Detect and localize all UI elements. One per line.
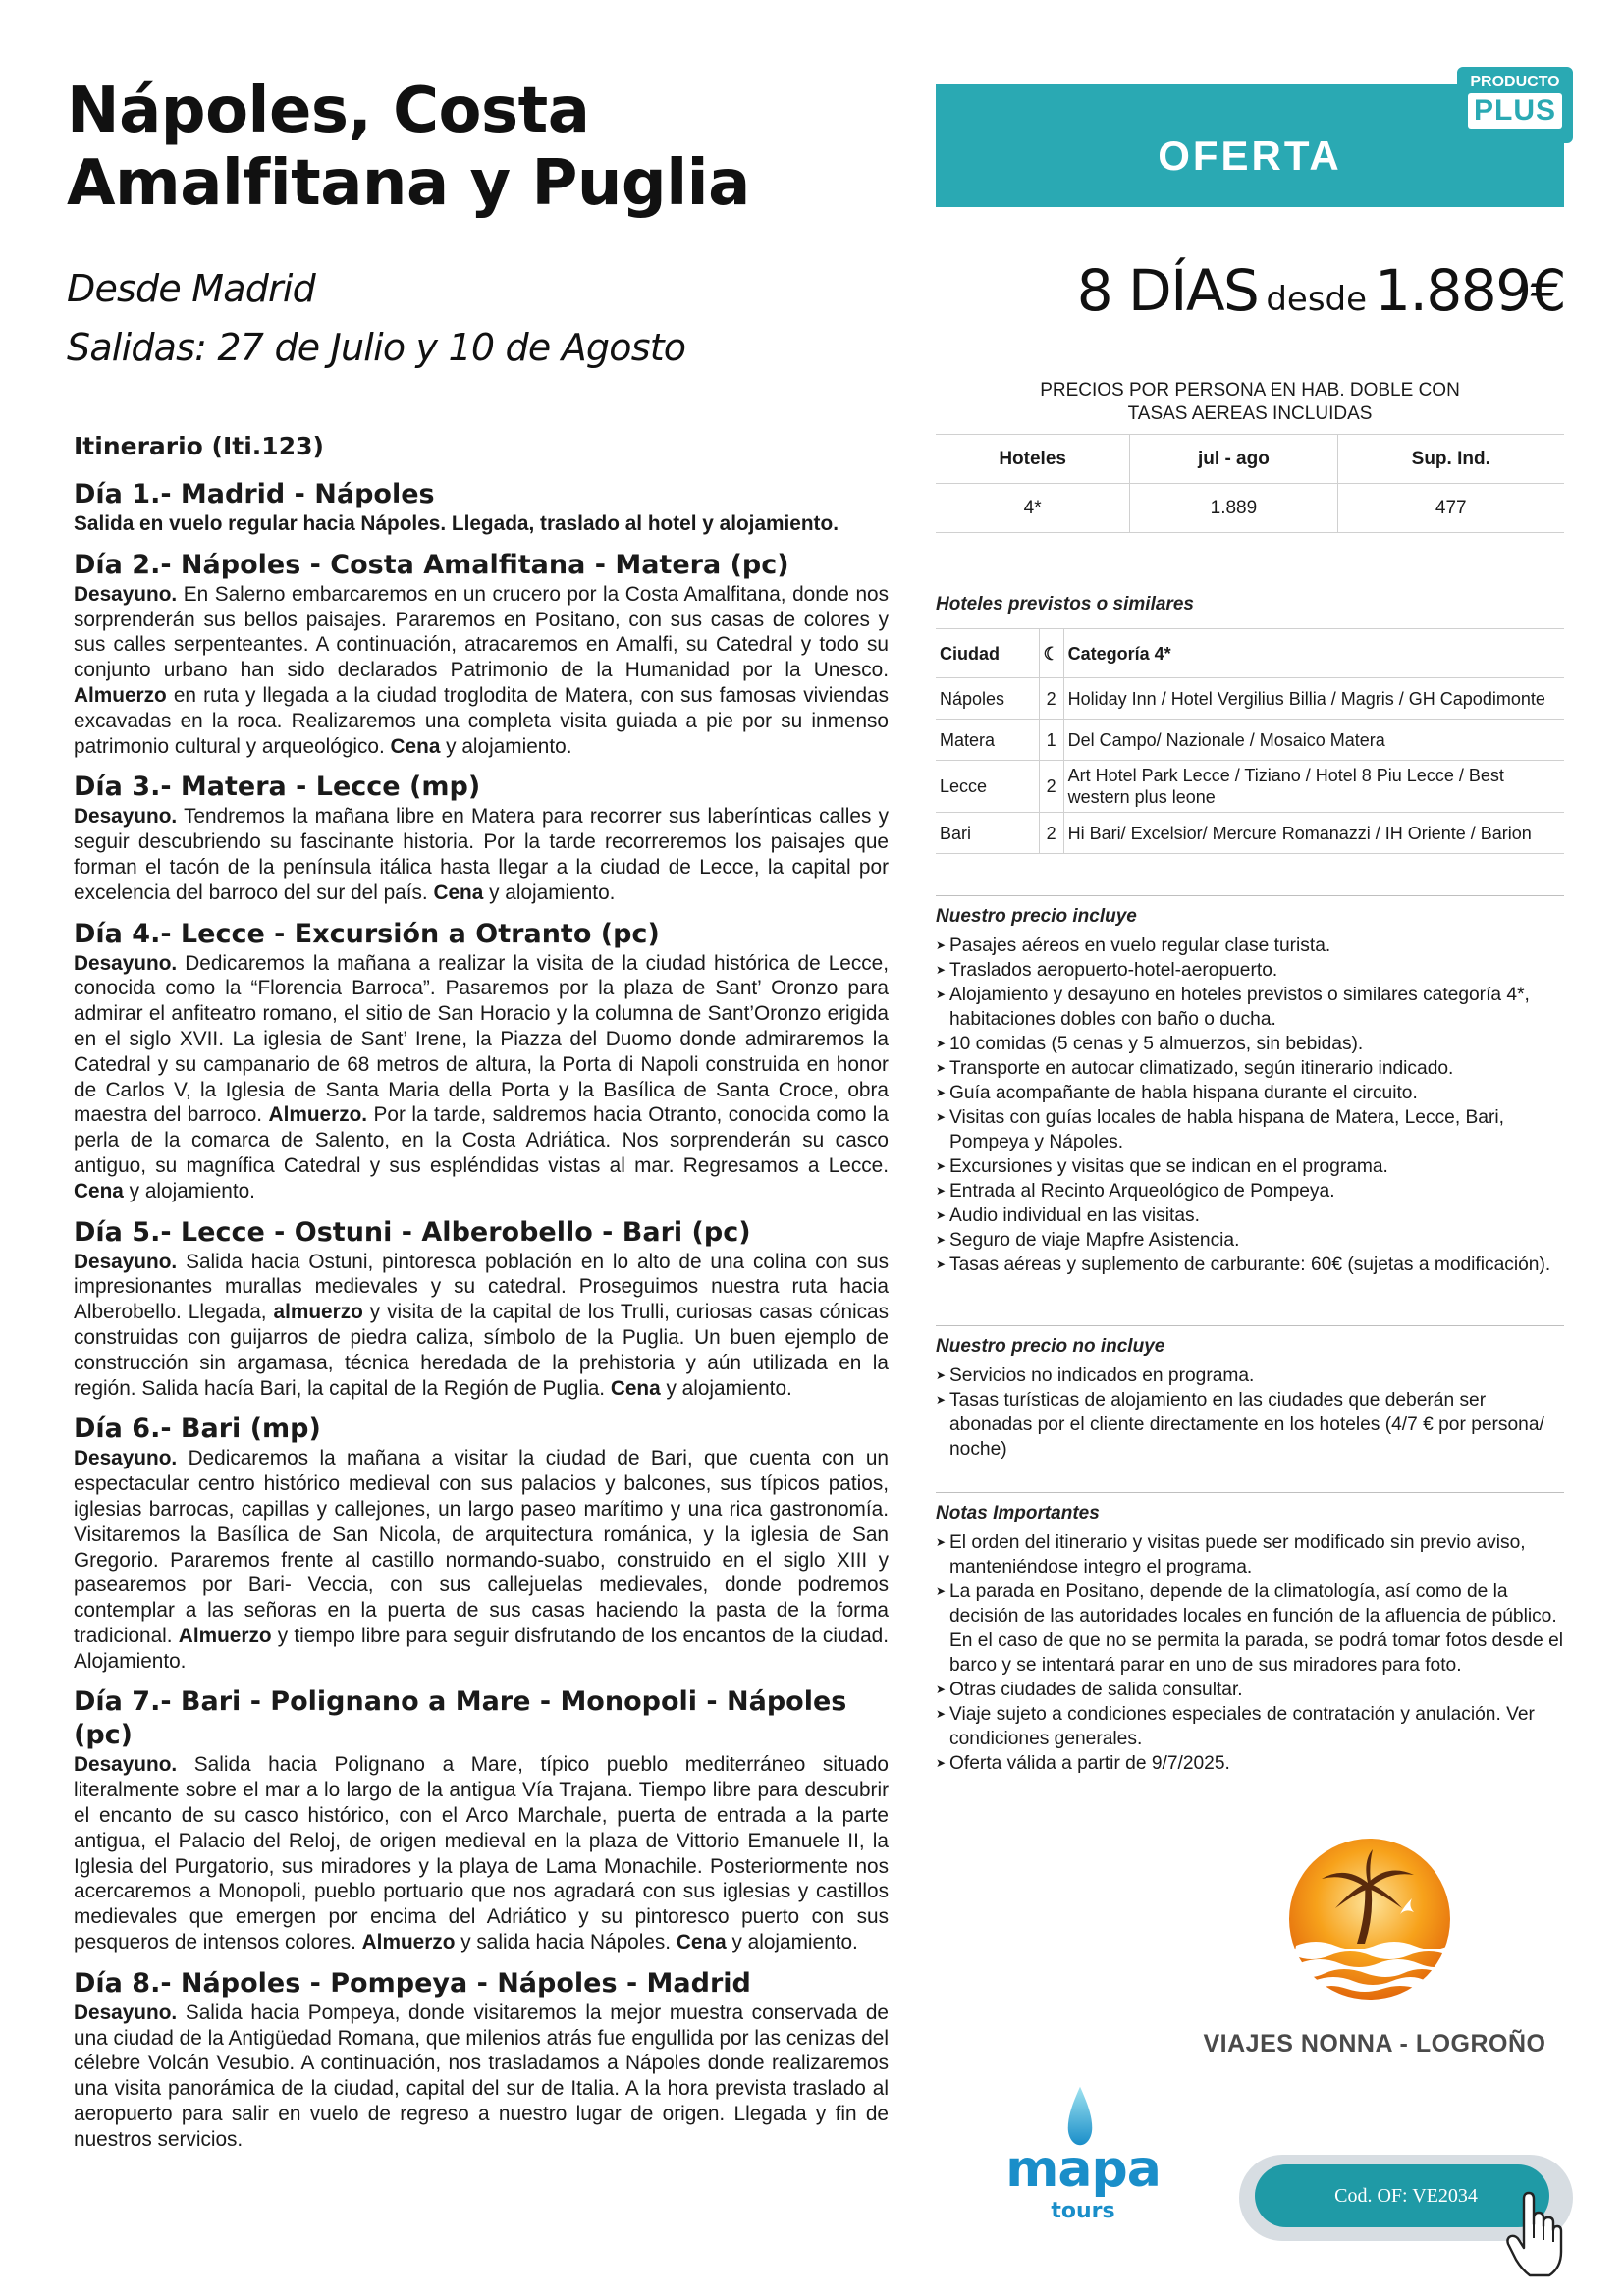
day-description: [74, 511, 889, 537]
day-description: [74, 1752, 889, 1954]
price-table-row: [936, 484, 1564, 533]
includes-item: ➤ Pasajes aéreos en vuelo regular clase turista.: [936, 934, 1564, 958]
day-text: Por la tarde, saldremos hacia Otranto, conocida como la perla de la comarca de Salento, en la Costa Adriática. Nos sorprenderán su casco antiguo, su magnífica Catedral y sus espléndidas vistas al mar. Regresamos a Lecce.: [74, 1103, 889, 1177]
itinerary-day: [74, 1685, 889, 1954]
day-meal-highlight: Cena: [74, 1179, 124, 1202]
hotels-table-row: [936, 720, 1564, 761]
hotel-names: Holiday Inn / Hotel Vergilius Billia / Magris / GH Capodimonte: [1063, 678, 1564, 720]
notes-item: ➤ El orden del itinerario y visitas puede ser modificado sin previo aviso, manteniéndose integro el programa.: [936, 1530, 1564, 1579]
day-text: Dedicaremos la mañana a visitar la ciudad de Bari, que cuenta con un espectacular centro histórico medieval con sus palacios y balcones, sus típicos patios, iglesias barrocas, capillas y callejones, un largo paseo marítimo y una rica gastronomía. Visitaremos la Basílica de San Nicola, de arquitectura románica, y la iglesia de San Gregorio. Pararemos frente al castillo normando-suabo, construido en el siglo XIII y pasearemos por Bari- Veccia, con sus callejuelas medievales, donde podremos contemplar a las señoras en la puerta de sus casas haciendo la pasta de la forma tradicional.: [74, 1447, 889, 1647]
day-title: Día 5.- Lecce - Ostuni - Alberobello - Bari (pc): [74, 1216, 751, 1248]
includes-item: ➤ Tasas aéreas y suplemento de carburante: 60€ (sujetas a modificación).: [936, 1253, 1564, 1277]
nights-moon-icon: ☾: [1039, 629, 1063, 678]
includes-item: ➤ Audio individual en las visitas.: [936, 1203, 1564, 1228]
hotel-nights: 1: [1039, 720, 1063, 761]
day-meal-highlight: Almuerzo: [361, 1931, 456, 1954]
day-meal-highlight: Desayuno.: [74, 951, 178, 975]
itinerary-day: [74, 1413, 889, 1674]
itinerary-day: [74, 549, 889, 760]
hotel-nights: 2: [1039, 813, 1063, 854]
excludes-section: [936, 1325, 1564, 1462]
day-description: [74, 582, 889, 760]
day-meal-highlight: Cena: [610, 1376, 661, 1400]
day-meal-highlight: Salida en vuelo regular hacia Nápoles. Llegada, traslado al hotel y alojamiento.: [74, 512, 839, 535]
hotel-names: Art Hotel Park Lecce / Tiziano / Hotel 8 Piu Lecce / Best western plus leone: [1063, 761, 1564, 813]
caption-line-1: PRECIOS POR PERSONA EN HAB. DOBLE CON: [1040, 380, 1460, 400]
day-text: y tiempo libre para seguir disfrutando de los encantos de la ciudad. Alojamiento.: [74, 1624, 889, 1673]
caption-line-2: TASAS AEREAS INCLUIDAS: [1127, 403, 1373, 424]
day-text: y alojamiento.: [726, 1931, 858, 1954]
itinerary-heading: Itinerario (Iti.123): [74, 432, 324, 460]
price-table-cell: 4*: [936, 484, 1130, 533]
trip-price: 1.889€: [1375, 257, 1565, 324]
hotels-table-row: [936, 678, 1564, 720]
pointer-hand-icon: [1504, 2191, 1563, 2279]
day-text: y visita de la capital de los Trulli, curiosas casas cónicas construidas con guijarros de piedra caliza, símbolo de la Puglia. Un buen ejemplo de construcción sin argamasa, técnica heredada de la prehistoria y aún utilizada en la región. Salida hacía Bari, la capital de la Región de Puglia.: [74, 1301, 889, 1400]
includes-heading: Nuestro precio incluye: [936, 906, 1137, 927]
day-title: Día 2.- Nápoles - Costa Amalfitana - Matera (pc): [74, 549, 789, 580]
day-meal-highlight: Desayuno.: [74, 2001, 178, 2024]
hotels-table-row: [936, 813, 1564, 854]
includes-item: ➤ Traslados aeropuerto-hotel-aeropuerto.: [936, 958, 1564, 983]
day-meal-highlight: Cena: [390, 734, 441, 758]
includes-item: ➤ Entrada al Recinto Arqueológico de Pompeya.: [936, 1179, 1564, 1203]
hotel-names: Hi Bari/ Excelsior/ Mercure Romanazzi / IH Oriente / Barion: [1063, 813, 1564, 854]
hotels-table: [936, 628, 1564, 854]
itinerary-day: [74, 1967, 889, 2153]
day-description: [74, 1250, 889, 1402]
day-meal-highlight: Desayuno.: [74, 582, 178, 606]
includes-section: [936, 895, 1564, 1277]
hotel-nights: 2: [1039, 678, 1063, 720]
hotels-table-header-cell: Categoría 4*: [1063, 629, 1564, 678]
day-meal-highlight: Desayuno.: [74, 1250, 178, 1273]
day-text: Tendremos la mañana libre en Matera para recorrer sus laberínticas calles y seguir descubriendo su fascinante historia. Por la tarde recorreremos los paisajes que forman el tacón de la península itálica hasta llegar a la ciudad de Lecce, la capital por excelencia del barroco del sur del país.: [74, 805, 889, 904]
day-text: Salida hacia Pompeya, donde visitaremos la mejor muestra conservada de una ciudad de la Antigüedad Romana, que milenios atrás fue engullida por las cenizas del célebre Volcán Vesubio. A continuación, nos trasladamos a Nápoles donde realizaremos una visita panorámica de la ciudad, capital del sur de Italia. A la hora prevista traslado al aeropuerto para salir en vuelo de regreso a nuestro lugar de origen. Llegada y fin de nuestros servicios.: [74, 2001, 889, 2151]
title-line-1: Nápoles, Costa: [67, 75, 590, 147]
day-title: Día 6.- Bari (mp): [74, 1414, 321, 1445]
departure-city: Desde Madrid: [67, 267, 315, 310]
day-text: y alojamiento.: [440, 734, 572, 758]
day-meal-highlight: Cena: [676, 1931, 727, 1954]
notes-item: ➤ La parada en Positano, depende de la climatología, así como de la decisión de las autoridades locales en función de la afluencia de público. En el caso de que no se permita la parada, se podrá tomar fotos desde el barco y se intentará parar en uno de sus miradores para foto.: [936, 1579, 1564, 1678]
price-table-cell: 1.889: [1130, 484, 1337, 533]
excludes-heading: Nuestro precio no incluye: [936, 1336, 1165, 1357]
notes-section: [936, 1492, 1564, 1776]
day-description: [74, 1446, 889, 1674]
hotel-nights: 2: [1039, 761, 1063, 813]
hotel-city: Lecce: [936, 761, 1039, 813]
day-title: Día 8.- Nápoles - Pompeya - Nápoles - Madrid: [74, 1967, 751, 1999]
day-text: en ruta y llegada a la ciudad troglodita de Matera, con sus famosas viviendas excavadas en la roca. Realizaremos una completa visita guiada a pie por su inmenso patrimonio cultural y arqueológico.: [74, 683, 889, 758]
includes-item: ➤ Visitas con guías locales de habla hispana de Matera, Lecce, Bari, Pompeya y Nápoles.: [936, 1105, 1564, 1154]
notes-item: ➤ Viaje sujeto a condiciones especiales de contratación y anulación. Ver condiciones generales.: [936, 1702, 1564, 1751]
includes-list: [936, 934, 1564, 1277]
hotel-city: Bari: [936, 813, 1039, 854]
hotel-names: Del Campo/ Nazionale / Mosaico Matera: [1063, 720, 1564, 761]
day-title: Día 1.- Madrid - Nápoles: [74, 479, 435, 509]
day-text: y alojamiento.: [483, 881, 616, 904]
page-title: [67, 75, 911, 220]
departure-dates: Salidas: 27 de Julio y 10 de Agosto: [67, 326, 686, 369]
includes-item: ➤ Transporte en autocar climatizado, según itinerario indicado.: [936, 1056, 1564, 1081]
includes-item: ➤ Alojamiento y desayuno en hoteles previstos o similares categoría 4*, habitaciones dobles con baño o ducha.: [936, 983, 1564, 1032]
hotels-table-header-cell: Ciudad: [936, 629, 1039, 678]
desde-label: desde: [1266, 280, 1368, 319]
day-title: Día 7.- Bari - Polignano a Mare - Monopoli - Nápoles (pc): [74, 1686, 847, 1751]
day-meal-highlight: Desayuno.: [74, 1753, 178, 1777]
mapa-brand-word: mapa: [1005, 2140, 1161, 2199]
includes-item: ➤ Guía acompañante de habla hispana durante el circuito.: [936, 1081, 1564, 1105]
price-table-header-cell: Sup. Ind.: [1337, 435, 1564, 484]
itinerary: [74, 432, 889, 2164]
price-headline: [1077, 257, 1565, 324]
includes-item: ➤ 10 comidas (5 cenas y 5 almuerzos, sin bebidas).: [936, 1032, 1564, 1056]
hotel-city: Nápoles: [936, 678, 1039, 720]
day-title: Día 4.- Lecce - Excursión a Otranto (pc): [74, 918, 660, 949]
day-text: Salida hacia Polignano a Mare, típico pueblo mediterráneo situado literalmente sobre el mar a lo largo de la antigua Vía Trajana. Tiempo libre para descubrir el encanto de su casco histórico, con el Arco Marchale, puerta de entrada a la parte antigua, el Palacio del Reloj, de origen medieval en la plaza de Vittorio Emanuele II, la Iglesia del Purgatorio, sus miradores y la playa de Lama Monachile. Posteriormente nos acercaremos a Monopoli, pueblo portuario que nos agradará con sus iglesias y castillos medievales que emergen por encima del Adriático y su pintoresco puerto con sus pesqueros de intensos colores.: [74, 1753, 889, 1954]
includes-item: ➤ Excursiones y visitas que se indican en el programa.: [936, 1154, 1564, 1179]
viajes-nonna-logo: [1286, 1836, 1453, 2002]
itinerary-day: [74, 918, 889, 1204]
notes-heading: Notas Importantes: [936, 1503, 1100, 1523]
day-text: y alojamiento.: [660, 1376, 792, 1400]
trip-days: 8 DÍAS: [1076, 257, 1259, 324]
notes-item: ➤ Otras ciudades de salida consultar.: [936, 1678, 1564, 1702]
offer-banner: OFERTA: [936, 84, 1564, 207]
title-line-2: Amalfitana y Puglia: [67, 147, 750, 220]
day-text: y salida hacia Nápoles.: [455, 1931, 677, 1954]
hotels-table-row: [936, 761, 1564, 813]
includes-item: ➤ Seguro de viaje Mapfre Asistencia.: [936, 1228, 1564, 1253]
agency-name: VIAJES NONNA - LOGROÑO: [1203, 2030, 1546, 2057]
hotels-table-header: [936, 629, 1564, 678]
badge-bottom-label: PLUS: [1468, 93, 1562, 129]
day-meal-highlight: almuerzo: [273, 1301, 363, 1324]
excludes-item: ➤ Servicios no indicados en programa.: [936, 1363, 1564, 1388]
offer-code-button[interactable]: Cod. OF: VE2034: [1255, 2164, 1549, 2227]
price-table-cell: 477: [1337, 484, 1564, 533]
day-meal-highlight: Almuerzo: [74, 683, 167, 707]
price-table-caption: [936, 379, 1564, 426]
price-table-header-cell: Hoteles: [936, 435, 1130, 484]
day-description: [74, 951, 889, 1204]
day-description: [74, 804, 889, 905]
badge-top-label: PRODUCTO: [1470, 74, 1560, 90]
price-table: [936, 434, 1564, 533]
day-text: Salida hacia Ostuni, pintoresca población en lo alto de una colina con sus impresionantes murallas medievales y su catedral. Proseguimos nuestra ruta hacia Alberobello. Llegada,: [74, 1250, 889, 1324]
day-text: Dedicaremos la mañana a realizar la visita de la ciudad histórica de Lecce, conocida como la “Florencia Barroca”. Pasaremos por la plaza de Sant’ Oronzo para admirar el anfiteatro romano, el sitio de San Horacio y la columna de Sant’Oronzo erigida en el siglo XVII. La iglesia de Sant’ Irene, la Piazza del Duomo donde admiraremos la Catedral y su campanario de 68 metros de altura, la Porta di Napoli construida en honor de Carlos V, la Iglesia de Santa Maria della Porta y la Basílica de Santa Croce, obra maestra del barroco.: [74, 951, 889, 1127]
producto-plus-badge: [1457, 67, 1573, 143]
itinerary-days: [74, 478, 889, 2153]
notes-item: ➤ Oferta válida a partir de 9/7/2025.: [936, 1751, 1564, 1776]
day-title: Día 3.- Matera - Lecce (mp): [74, 772, 481, 803]
day-meal-highlight: Almuerzo: [178, 1624, 272, 1647]
hotels-heading: Hoteles previstos o similares: [936, 594, 1194, 614]
day-meal-highlight: Desayuno.: [74, 1447, 178, 1470]
itinerary-day: [74, 771, 889, 905]
itinerary-day: [74, 478, 889, 537]
price-table-header-cell: jul - ago: [1130, 435, 1337, 484]
hotel-city: Matera: [936, 720, 1039, 761]
day-description: [74, 2001, 889, 2153]
price-table-header: [936, 435, 1564, 484]
itinerary-day: [74, 1216, 889, 1402]
excludes-list: [936, 1363, 1564, 1462]
day-meal-highlight: Almuerzo.: [268, 1103, 368, 1127]
notes-list: [936, 1530, 1564, 1776]
day-meal-highlight: Desayuno.: [74, 805, 178, 828]
excludes-item: ➤ Tasas turísticas de alojamiento en las ciudades que deberán ser abonadas por el cliente directamente en los hoteles (4/7 € por persona/ noche): [936, 1388, 1564, 1462]
day-text: y alojamiento.: [123, 1179, 255, 1202]
tours-brand-word: tours: [1051, 2199, 1115, 2223]
day-meal-highlight: Cena: [433, 881, 484, 904]
day-text: En Salerno embarcaremos en un crucero por la Costa Amalfitana, donde nos sorprenderán sus bellos paisajes. Pararemos en Positano, con sus casas de colores y sus calles serpenteantes. A continuación, atracaremos en Amalfi, su Catedral y todo su conjunto urbano han sido declarados Patrimonio de la Humanidad por la Unesco.: [74, 582, 889, 682]
